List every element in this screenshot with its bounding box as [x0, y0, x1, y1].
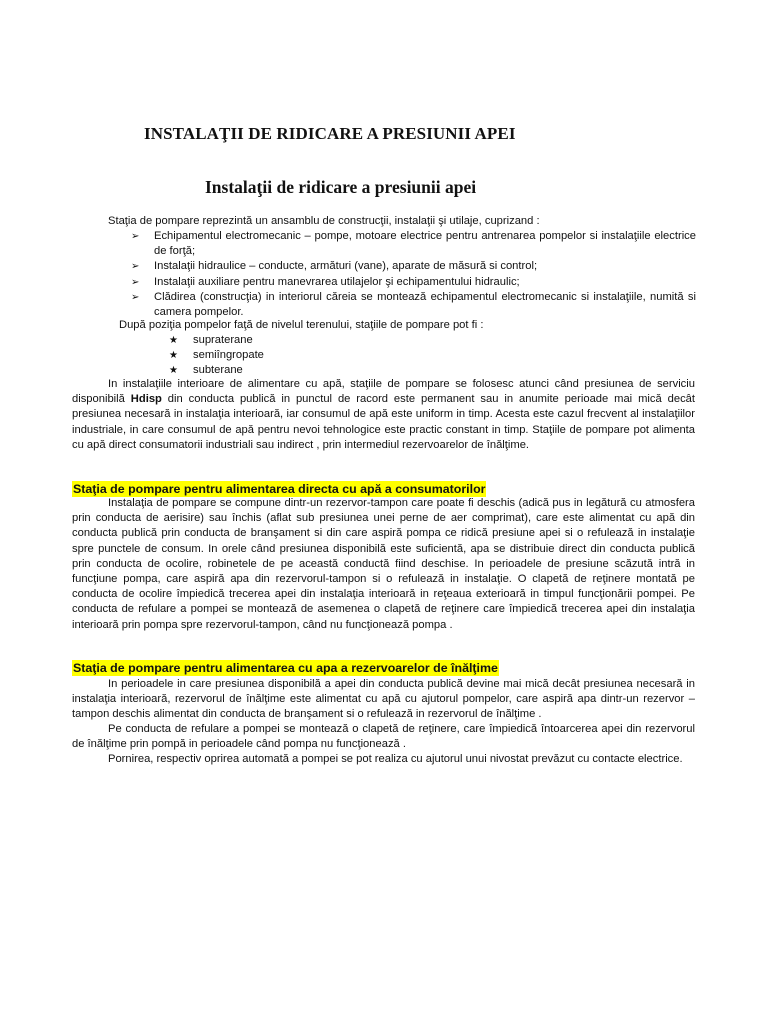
highlighted-heading-direct-supply: Staţia de pompare pentru alimentarea directa cu apă a consumatorilor: [73, 482, 486, 496]
tank-supply-paragraph: [72, 677, 695, 723]
paragraph-text: Pornirea, respectiv oprirea automată a pompei se pot realiza cu ajutorul unui nivostat prevăzut cu contacte electrice.: [108, 753, 683, 765]
list-item: [131, 275, 696, 290]
installations-paragraph: [72, 377, 695, 453]
list-item-text: Echipamentul electromecanic – pompe, motoare electrice pentru antrenarea pompelor si instalaţiile electrice de forţă;: [154, 230, 696, 258]
paragraph-text: din conducta publică in punctul de racord este permanent sau in anumite perioade mai mică decât presiunea necesară in instalaţia interioară, iar consumul de apă este uniform in timp. Acesta este cazul frecvent al instalaţiilor industriale, in care consumul de apă pentru nevoi tehnologice este practic constant in timp. Staţiile de pompare pot alimenta cu apă direct consumatorii industriali sau indirect , prin intermediul rezervoarelor de înălţime.: [72, 393, 695, 451]
list-item: [131, 290, 696, 320]
paragraph-text: In instalaţiile interioare de alimentare cu apă, staţiile de pompare se folosesc atunci când presiunea de serviciu disponibilă: [72, 378, 695, 406]
paragraph-text: Pe conducta de refulare a pompei se montează o clapetă de reţinere, care împiedică întoarcerea apei din rezervorul de înălţime prin pompă in perioadele când pompa nu funcţionează .: [72, 723, 695, 751]
components-list: [131, 229, 696, 320]
arrow-bullet-icon: ➢: [131, 276, 140, 288]
check-valve-paragraph: [72, 722, 695, 752]
star-bullet-icon: ★: [169, 350, 178, 362]
position-paragraph: După poziţia pompelor faţă de nivelul terenului, staţiile de pompare pot fi :: [119, 319, 484, 331]
paragraph-text: In perioadele in care presiunea disponibilă a apei din conducta publică devine mai mică decât presiunea necesară in instalaţia interioară, rezervorul de înălţime este alimentat cu apă cu ajutorul pompelor, care aspiră apa dintr-un rezervor – tampon deschis alimentat din conducta de branşament si o refulează in rezervorul de înălţime .: [72, 678, 695, 721]
list-item-text: supraterane: [193, 334, 253, 346]
arrow-bullet-icon: ➢: [131, 231, 140, 242]
direct-supply-paragraph: [72, 496, 695, 633]
list-item-text: semiîngropate: [193, 349, 264, 362]
list-item: [131, 259, 696, 274]
star-bullet-icon: ★: [169, 365, 178, 377]
highlighted-heading-tank-supply: Staţia de pompare pentru alimentarea cu apa a rezervoarelor de înălţime: [73, 661, 498, 675]
list-item-text: Instalaţii auxiliare pentru manevrarea utilajelor şi echipamentului hidraulic;: [154, 275, 520, 288]
arrow-bullet-icon: ➢: [131, 291, 140, 303]
paragraph-text: Instalaţia de pompare se compune dintr-un rezervor-tampon care poate fi deschis (adică pus in legătură cu atmosfera prin conducta de aerisire) sau închis (aflat sub presiunea unei perne de aer comprimat), care este alimentat cu apă din conducta publică prin conducta de branşament si din care aspiră pompa ce ridică presiune apei si o refulează in instalaţie spre punctele de consum. In orele când presiunea disponibilă este suficientă, apa se distribuie direct din conducta publică prin conducta de ocolire, robinetele de pe această conductă fiind deschise. In perioadele de presiune scăzută intră in funcţiune pompa, care aspiră apa din rezervorul-tampon si o refulează in instalaţie. O clapetă de reţinere montată pe conducta de ocolire împiedică trecerea apei din instalaţia interioară in reţeaua exterioară in timpul funcţionării pompei. Pe conducta de refulare a pompei se montează de asemenea o clapetă de reţinere care împiedică trecerea apei din instalaţia interioară prin pompa spre rezervorul-tampon, când nu funcţionează pompa .: [72, 497, 695, 631]
station-types-list: [169, 333, 264, 379]
section-title: Instalaţii de ridicare a presiunii apei: [205, 177, 477, 197]
star-bullet-icon: ★: [169, 335, 178, 346]
automation-paragraph: [72, 752, 695, 767]
list-item-text: Clădirea (construcţia) in interiorul căreia se montează echipamentul electromecanic si instalaţiile, numită si camera pompelor.: [154, 290, 696, 319]
list-item: [131, 229, 696, 259]
list-item: [169, 348, 264, 363]
list-item-text: Instalaţii hidraulice – conducte, armături (vane), aparate de măsură si control;: [154, 260, 538, 273]
document-title: INSTALAŢII DE RIDICARE A PRESIUNII APEI: [144, 124, 516, 143]
list-item-text: subterane: [193, 364, 243, 377]
list-item: [169, 333, 264, 348]
arrow-bullet-icon: ➢: [131, 261, 140, 273]
hdisp-term: Hdisp: [130, 393, 162, 406]
intro-paragraph: Staţia de pompare reprezintă un ansamblu de construcţii, instalaţii şi utilaje, cuprizand :: [108, 215, 540, 227]
